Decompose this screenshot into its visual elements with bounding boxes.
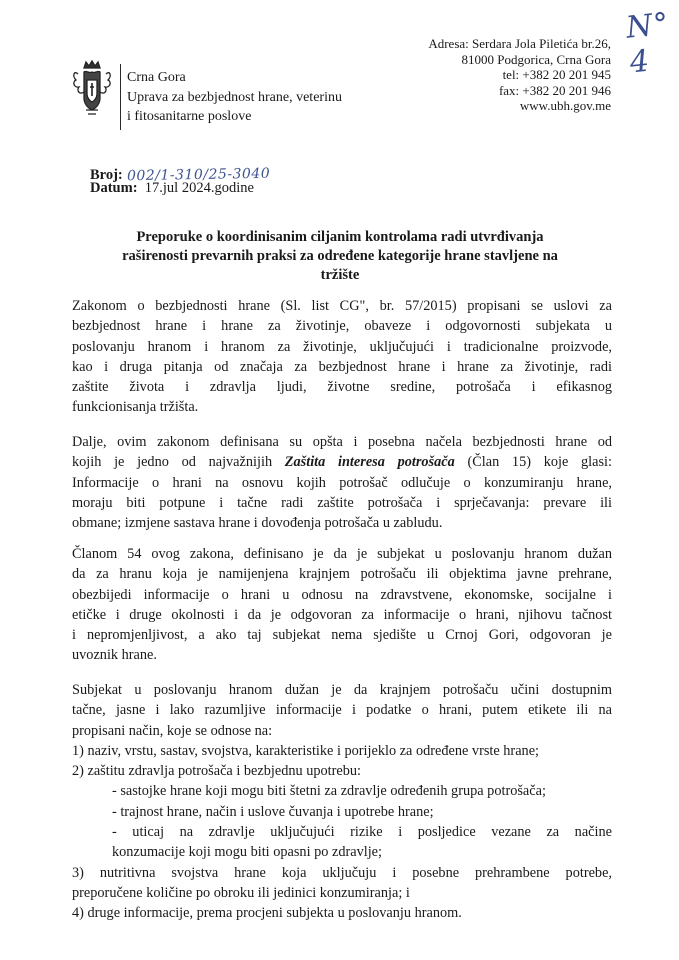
para3-line: Članom 54 ovog zakona, definisano je da je subjekat u poslovanju hranom dužan [72,546,612,562]
para4-line: propisani način, koje se odnose na: [72,722,273,739]
datum-label: Datum: [90,180,138,196]
para2-text: kojih je jedno od najvažnijih [72,454,285,471]
document-title [100,228,580,285]
document-date [90,180,254,197]
paragraph-3 [72,544,612,666]
datum-value: 17.jul 2024.godine [144,180,254,196]
list-item-2: 2) zaštitu zdravlja potrošača i bezbjednu upotrebu: [72,763,362,780]
para3-line: obezbijedi informacije o hrani u odnosu na zdravstvene, ekonomske, socijalne i [72,586,612,603]
para1-line: poslovanju hranom i hranom za životinje, uključujući i tradicionalne proizvode, [72,338,612,355]
address-street: Adresa: Serdara Jola Piletića br.26, [428,36,611,51]
coat-of-arms-icon [70,60,114,118]
institution-block [127,68,342,127]
address-block [331,36,611,114]
para2-line: obmane; izmjene sastava hrane i dovođenja potrošača u zabludu. [72,515,443,532]
list-item-1: 1) naziv, vrstu, sastav, svojstva, karakteristike i porijeklo za određene vrste hrane; [72,742,540,759]
sub-item-3-cont: konzumacije koji mogu biti opasni po zdravlje; [112,844,382,861]
emphasis-consumer-protection: Zaštita interesa potrošača [284,454,455,471]
para1-line: kao i druga pitanja od značaja za bezbjednost hrane i hrane za životinje, radi [72,358,612,375]
para2-line: Dalje, ovim zakonom definisana su opšta i posebna načela bezbjednosti hrane od [72,434,612,450]
para3-line: etičke i druge okolnosti i da je odgovoran za informacije o hrani, njihovu tačnost [72,606,612,623]
para1-line: funkcionisanja tržišta. [72,399,199,416]
sub-item-2: - trajnost hrane, način i uslove čuvanja i upotrebe hrane; [112,803,434,820]
para4-line: tačne, jasne i lako razumljive informacije i podatke o hrani, putem etikete ili na [72,702,612,719]
title-line3: tržište [320,267,360,283]
paragraph-4 [72,680,612,924]
address-website: www.ubh.gov.me [519,98,611,113]
title-line1: Preporuke o koordinisanim ciljanim kontrolama radi utvrđivanja [136,229,544,245]
paragraph-1 [72,296,612,418]
address-city: 81000 Podgorica, Crna Gora [461,51,611,67]
para1-line: bezbjednost hrane i hrane za životinje, obaveze i odgovornosti subjekata u [72,318,612,335]
broj-handwritten-value: 002/1-310/25-3040 [126,165,271,185]
sub-item-1: - sastojke hrane koji mogu biti štetni za zdravlje određenih grupa potrošača; [112,783,546,800]
list-item-3: 3) nutritivna svojstva hrane koja uključuju i posebne prehrambene potrebe, [72,864,612,881]
para3-line: i nepromjenljivost, a ako taj subjekat nema sjedište u Crnoj Gori, odgovoran je [72,627,612,644]
address-phone: tel: +382 20 201 945 [502,67,611,82]
institution-name-line2: i fitosanitarne poslove [127,109,252,124]
address-fax: fax: +382 20 201 946 [498,82,611,98]
title-line2: raširenosti prevarnih praksi za određene kategorije hrane stavljene na [122,248,558,264]
para2-line: Informacije o hrani na osnovu kojih potrošač odlučuje o konzumiranju hrane, [72,474,612,491]
list-item-3-cont: preporučene količine po obroku ili jedinici konzumiranja; i [72,884,410,901]
para3-line: da za hranu koja je namijenjena krajnjem potrošaču ili objektima javne prehrane, [72,566,612,583]
institution-name-line1: Uprava za bezbjednost hrane, veterinu [127,89,342,105]
para1-line: zaštite života i zdravlja ljudi, životne sredine, potrošača i efikasnog [72,379,612,396]
para2-line [72,452,612,472]
country-name: Crna Gora [127,70,186,85]
sub-item-3: - uticaj na zdravlje uključujući rizike i posljedice vezane za načine [112,824,612,841]
para3-line: uvoznik hrane. [72,647,157,664]
page-number-mark: N° 4 [624,6,672,81]
header-divider [120,64,121,130]
list-item-4: 4) druge informacije, prema procjeni subjekta u poslovanju hranom. [72,905,462,922]
broj-label: Broj: [90,167,123,183]
para2-text: (Član 15) koje glasi: [454,454,612,471]
para4-line: Subjekat u poslovanju hranom dužan je da krajnjem potrošaču učini dostupnim [72,682,612,698]
para2-line: moraju biti potpune i tačne radi zaštite potrošača i sprječavanja: prevare ili [72,494,612,511]
paragraph-2 [72,432,612,533]
para1-line: Zakonom o bezbjednosti hrane (Sl. list CG", br. 57/2015) propisani se uslovi za [72,298,612,314]
